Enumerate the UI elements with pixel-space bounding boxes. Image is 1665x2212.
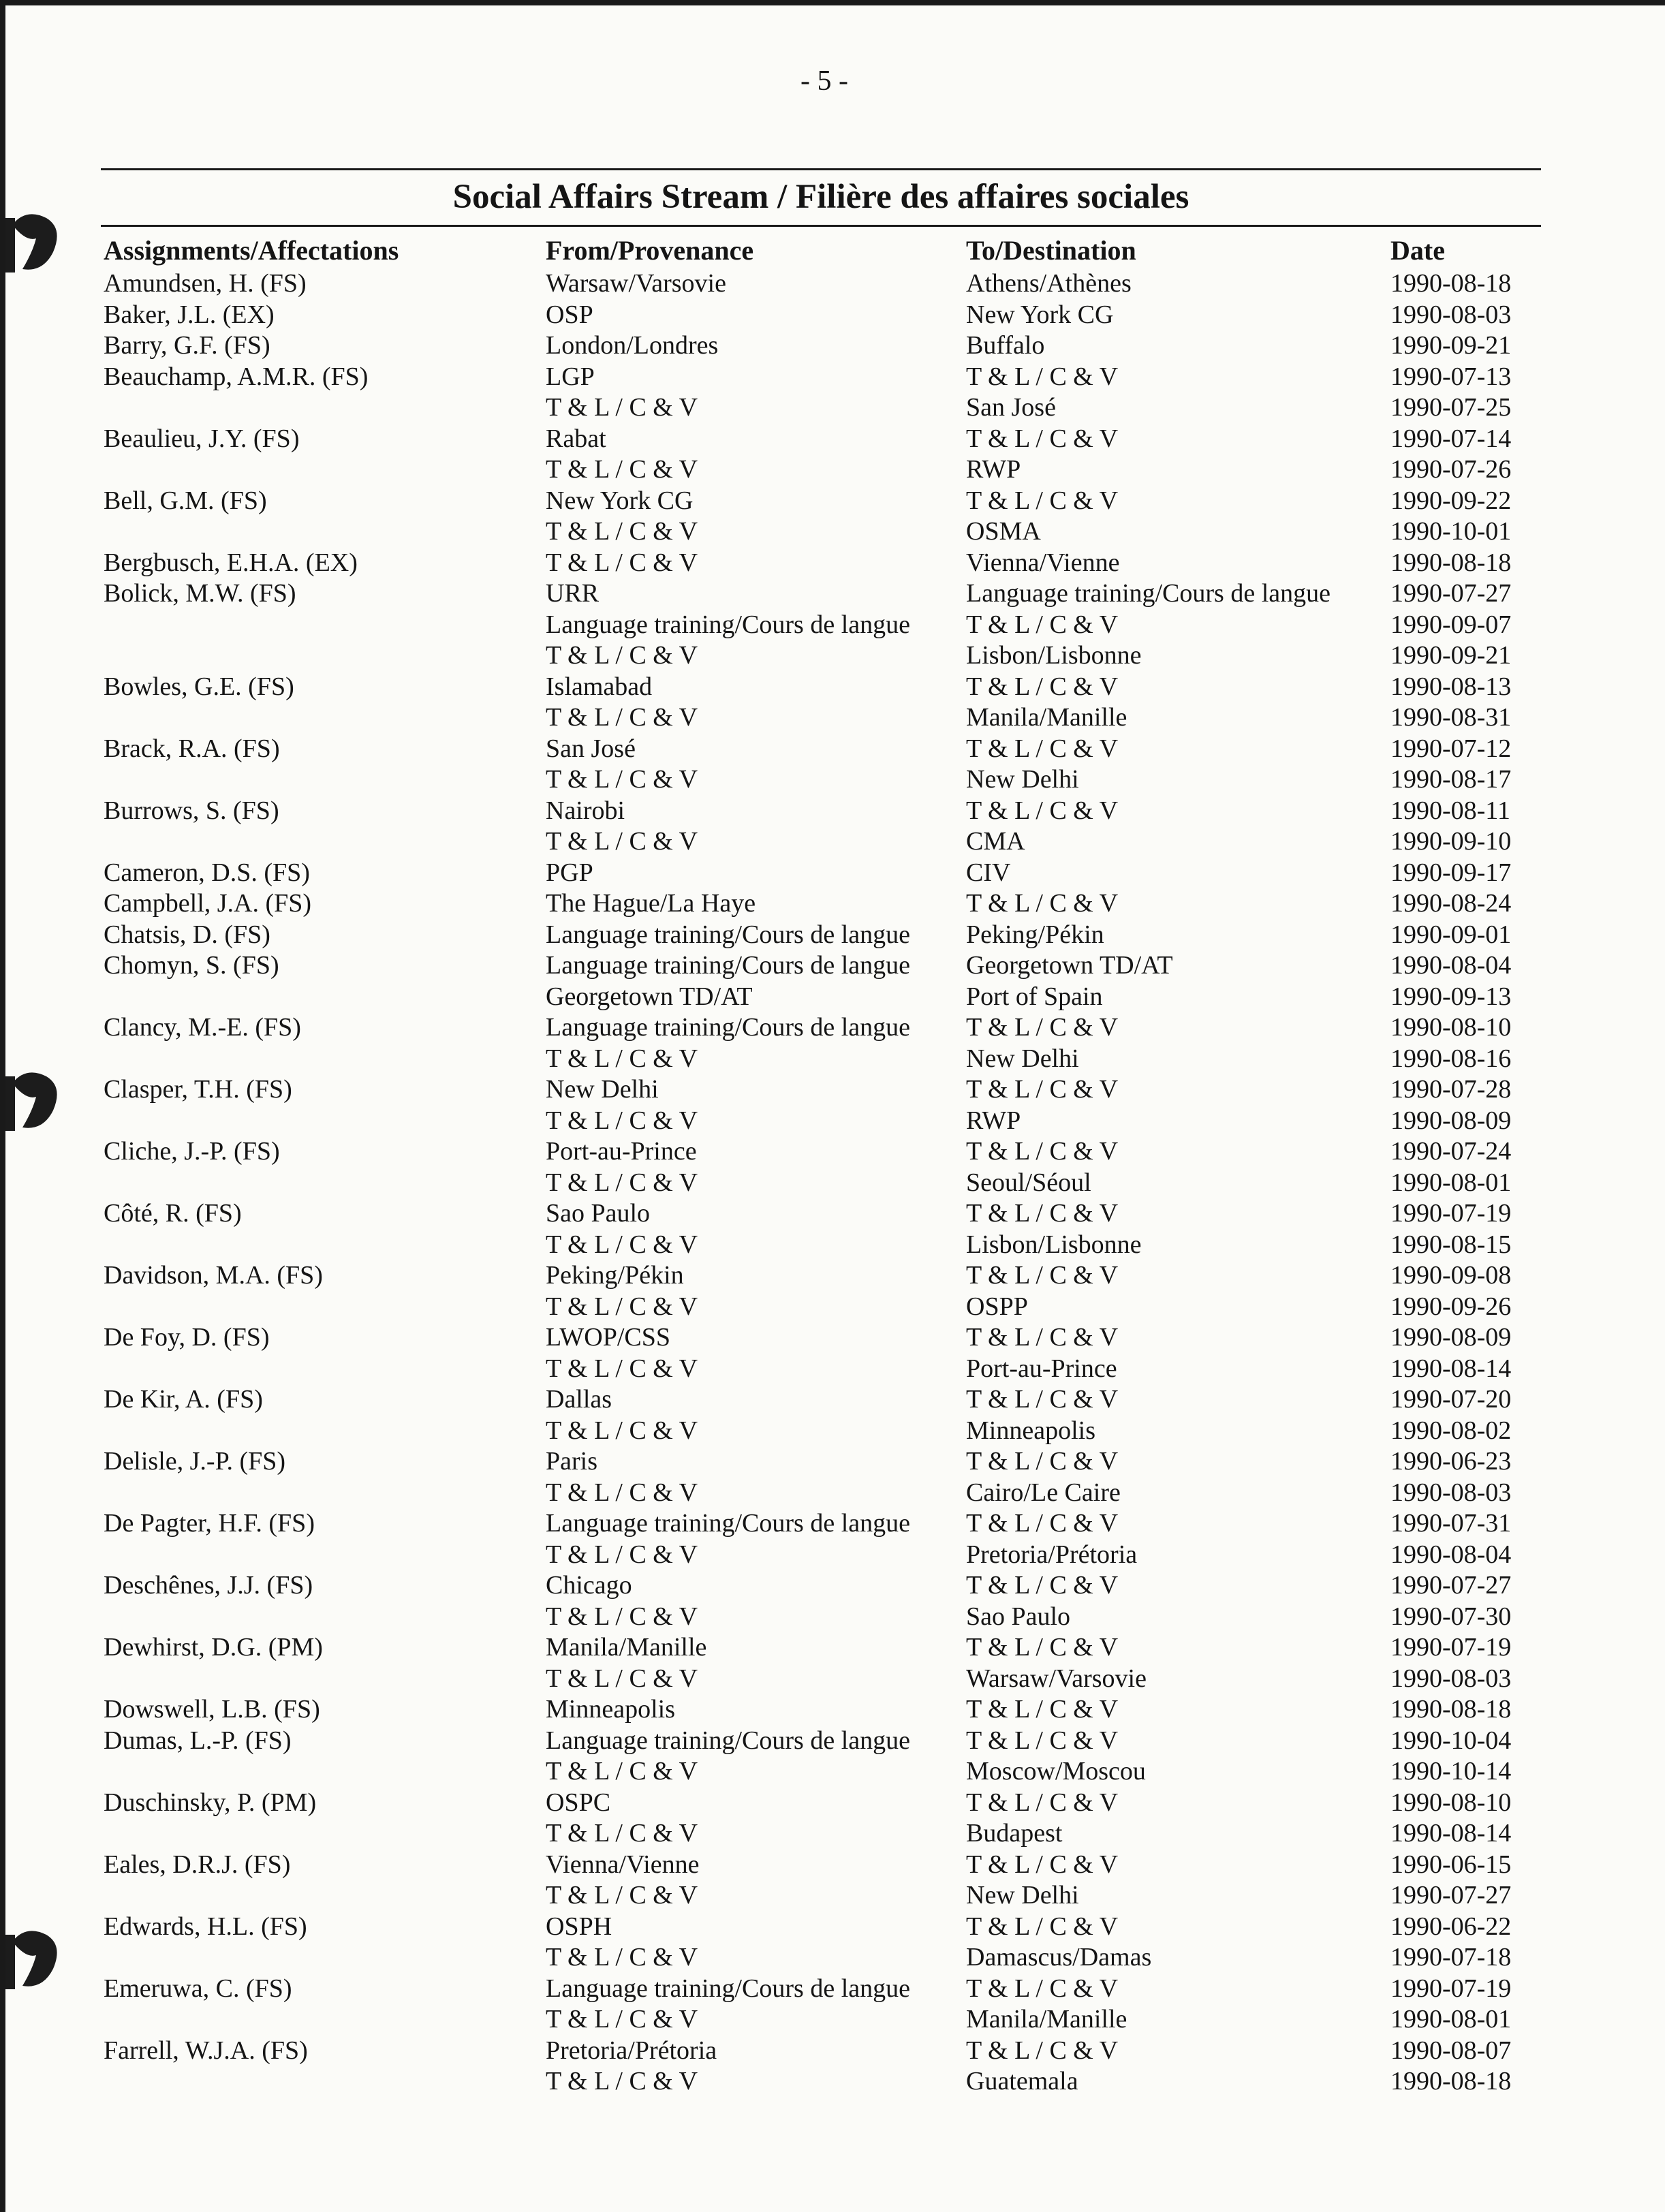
from-location: Language training/Cours de langue xyxy=(546,1974,911,2003)
from-location: T & L / C & V xyxy=(546,1168,698,1197)
assignment-date: 1990-08-10 xyxy=(1390,1013,1512,1042)
table-row xyxy=(0,2066,1665,2098)
from-location: Language training/Cours de langue xyxy=(546,1013,911,1042)
from-location: T & L / C & V xyxy=(546,1230,698,1259)
assignee-name: Emeruwa, C. (FS) xyxy=(104,1974,292,2003)
from-location: T & L / C & V xyxy=(546,1540,698,1569)
assignment-date: 1990-07-27 xyxy=(1390,1571,1512,1600)
to-destination: Manila/Manille xyxy=(966,703,1127,732)
assignment-date: 1990-07-12 xyxy=(1390,734,1512,763)
to-destination: T & L / C & V xyxy=(966,1323,1119,1352)
assignee-name: Edwards, H.L. (FS) xyxy=(104,1912,307,1941)
top-rule xyxy=(101,168,1541,170)
from-location: OSPH xyxy=(546,1912,612,1941)
assignment-date: 1990-09-17 xyxy=(1390,858,1512,887)
assignment-date: 1990-09-07 xyxy=(1390,610,1512,639)
to-destination: T & L / C & V xyxy=(966,1571,1119,1600)
from-location: T & L / C & V xyxy=(546,1354,698,1383)
assignment-date: 1990-08-18 xyxy=(1390,269,1512,298)
table-row xyxy=(0,982,1665,1013)
assignment-date: 1990-08-18 xyxy=(1390,548,1512,577)
table-row xyxy=(0,548,1665,579)
assignment-date: 1990-07-14 xyxy=(1390,424,1512,453)
to-destination: Cairo/Le Caire xyxy=(966,1478,1121,1507)
to-destination: T & L / C & V xyxy=(966,672,1119,701)
to-destination: CIV xyxy=(966,858,1011,887)
table-row xyxy=(0,362,1665,393)
from-location: Vienna/Vienne xyxy=(546,1850,700,1879)
assignment-date: 1990-06-23 xyxy=(1390,1447,1512,1476)
assignment-date: 1990-07-27 xyxy=(1390,579,1512,608)
table-row xyxy=(0,1106,1665,1137)
to-destination: T & L / C & V xyxy=(966,1633,1119,1662)
assignee-name: Duschinsky, P. (PM) xyxy=(104,1788,317,1817)
from-location: Rabat xyxy=(546,424,606,453)
assignee-name: Brack, R.A. (FS) xyxy=(104,734,280,763)
table-row xyxy=(0,1384,1665,1416)
assignment-date: 1990-10-04 xyxy=(1390,1726,1512,1755)
assignment-date: 1990-08-17 xyxy=(1390,765,1512,794)
to-destination: T & L / C & V xyxy=(966,1137,1119,1166)
from-location: T & L / C & V xyxy=(546,548,698,577)
to-destination: Damascus/Damas xyxy=(966,1943,1152,1972)
table-row xyxy=(0,1478,1665,1509)
to-destination: T & L / C & V xyxy=(966,1695,1119,1724)
table-row xyxy=(0,424,1665,455)
table-row xyxy=(0,734,1665,765)
to-destination: New Delhi xyxy=(966,1044,1079,1073)
assignments-table xyxy=(0,268,1665,2098)
to-destination: New York CG xyxy=(966,300,1114,329)
assignee-name: Davidson, M.A. (FS) xyxy=(104,1261,323,1290)
table-row xyxy=(0,702,1665,734)
to-destination: T & L / C & V xyxy=(966,1850,1119,1879)
page-top-edge xyxy=(0,0,1665,5)
from-location: LWOP/CSS xyxy=(546,1323,671,1352)
assignee-name: Clasper, T.H. (FS) xyxy=(104,1075,292,1104)
to-destination: Georgetown TD/AT xyxy=(966,951,1173,980)
assignment-date: 1990-09-21 xyxy=(1390,331,1512,360)
from-location: T & L / C & V xyxy=(546,765,698,794)
assignee-name: De Kir, A. (FS) xyxy=(104,1385,263,1414)
table-row xyxy=(0,1818,1665,1850)
from-location: Sao Paulo xyxy=(546,1199,651,1228)
assignment-date: 1990-08-18 xyxy=(1390,2067,1512,2096)
assignee-name: Bell, G.M. (FS) xyxy=(104,486,267,515)
table-row xyxy=(0,1322,1665,1354)
table-row xyxy=(0,672,1665,703)
assignee-name: Dumas, L.-P. (FS) xyxy=(104,1726,292,1755)
table-row xyxy=(0,1354,1665,1385)
table-row xyxy=(0,950,1665,982)
assignment-date: 1990-08-14 xyxy=(1390,1819,1512,1848)
assignment-date: 1990-09-01 xyxy=(1390,920,1512,949)
from-location: T & L / C & V xyxy=(546,1416,698,1445)
assignment-date: 1990-10-14 xyxy=(1390,1757,1512,1786)
from-location: OSPC xyxy=(546,1788,611,1817)
table-row xyxy=(0,1974,1665,2005)
assignee-name: Bergbusch, E.H.A. (EX) xyxy=(104,548,358,577)
to-destination: T & L / C & V xyxy=(966,424,1119,453)
assignee-name: Campbell, J.A. (FS) xyxy=(104,889,312,918)
table-row xyxy=(0,392,1665,424)
assignment-date: 1990-07-19 xyxy=(1390,1974,1512,2003)
to-destination: T & L / C & V xyxy=(966,1199,1119,1228)
to-destination: RWP xyxy=(966,1106,1021,1135)
to-destination: Lisbon/Lisbonne xyxy=(966,1230,1142,1259)
assignment-date: 1990-07-18 xyxy=(1390,1943,1512,1972)
table-row xyxy=(0,610,1665,641)
assignment-date: 1990-08-03 xyxy=(1390,1478,1512,1507)
assignment-date: 1990-09-13 xyxy=(1390,982,1512,1011)
to-destination: T & L / C & V xyxy=(966,1385,1119,1414)
to-destination: T & L / C & V xyxy=(966,1726,1119,1755)
to-destination: Seoul/Séoul xyxy=(966,1168,1091,1197)
assignment-date: 1990-07-31 xyxy=(1390,1509,1512,1538)
assignment-date: 1990-09-10 xyxy=(1390,827,1512,856)
assignment-date: 1990-08-11 xyxy=(1390,796,1510,825)
assignment-date: 1990-08-10 xyxy=(1390,1788,1512,1817)
assignee-name: Barry, G.F. (FS) xyxy=(104,331,270,360)
column-header-assignments: Assignments/Affectations xyxy=(104,235,399,266)
assignment-date: 1990-08-01 xyxy=(1390,1168,1512,1197)
to-destination: T & L / C & V xyxy=(966,1788,1119,1817)
to-destination: RWP xyxy=(966,455,1021,484)
to-destination: OSPP xyxy=(966,1292,1028,1321)
from-location: T & L / C & V xyxy=(546,1292,698,1321)
from-location: T & L / C & V xyxy=(546,1106,698,1135)
to-destination: Moscow/Moscou xyxy=(966,1757,1146,1786)
assignment-date: 1990-06-15 xyxy=(1390,1850,1512,1879)
table-row xyxy=(0,1632,1665,1664)
to-destination: Port of Spain xyxy=(966,982,1103,1011)
to-destination: T & L / C & V xyxy=(966,486,1119,515)
assignee-name: Burrows, S. (FS) xyxy=(104,796,279,825)
table-row xyxy=(0,858,1665,889)
table-row xyxy=(0,1912,1665,1943)
table-row xyxy=(0,330,1665,362)
table-row xyxy=(0,1136,1665,1168)
from-location: T & L / C & V xyxy=(546,1664,698,1693)
table-row xyxy=(0,826,1665,858)
assignment-date: 1990-08-18 xyxy=(1390,1695,1512,1724)
from-location: T & L / C & V xyxy=(546,703,698,732)
table-row xyxy=(0,1756,1665,1788)
from-location: T & L / C & V xyxy=(546,2067,698,2096)
table-row xyxy=(0,1850,1665,1881)
from-location: Manila/Manille xyxy=(546,1633,707,1662)
assignee-name: Deschênes, J.J. (FS) xyxy=(104,1571,313,1600)
assignee-name: Farrell, W.J.A. (FS) xyxy=(104,2036,308,2065)
assignee-name: Eales, D.R.J. (FS) xyxy=(104,1850,291,1879)
table-row xyxy=(0,2004,1665,2036)
to-destination: Sao Paulo xyxy=(966,1602,1071,1631)
assignment-date: 1990-07-24 xyxy=(1390,1137,1512,1166)
to-destination: T & L / C & V xyxy=(966,2036,1119,2065)
to-destination: T & L / C & V xyxy=(966,796,1119,825)
table-row xyxy=(0,1540,1665,1571)
table-row xyxy=(0,1012,1665,1044)
assignee-name: Beauchamp, A.M.R. (FS) xyxy=(104,362,369,391)
to-destination: San José xyxy=(966,393,1056,422)
from-location: LGP xyxy=(546,362,595,391)
from-location: T & L / C & V xyxy=(546,1602,698,1631)
assignment-date: 1990-08-14 xyxy=(1390,1354,1512,1383)
from-location: T & L / C & V xyxy=(546,455,698,484)
from-location: T & L / C & V xyxy=(546,1757,698,1786)
from-location: T & L / C & V xyxy=(546,1819,698,1848)
from-location: Georgetown TD/AT xyxy=(546,982,753,1011)
table-row xyxy=(0,454,1665,486)
table-row xyxy=(0,1260,1665,1292)
assignee-name: De Foy, D. (FS) xyxy=(104,1323,270,1352)
assignment-date: 1990-07-27 xyxy=(1390,1881,1512,1910)
table-row xyxy=(0,1508,1665,1540)
assignee-name: Dewhirst, D.G. (PM) xyxy=(104,1633,323,1662)
assignment-date: 1990-08-24 xyxy=(1390,889,1512,918)
to-destination: Peking/Pékin xyxy=(966,920,1104,949)
from-location: New York CG xyxy=(546,486,694,515)
table-row xyxy=(0,486,1665,517)
assignment-date: 1990-08-01 xyxy=(1390,2005,1512,2034)
from-location: T & L / C & V xyxy=(546,517,698,546)
assignment-date: 1990-09-08 xyxy=(1390,1261,1512,1290)
from-location: Port-au-Prince xyxy=(546,1137,697,1166)
from-location: T & L / C & V xyxy=(546,641,698,670)
assignment-date: 1990-07-20 xyxy=(1390,1385,1512,1414)
to-destination: T & L / C & V xyxy=(966,1447,1119,1476)
to-destination: Language training/Cours de langue xyxy=(966,579,1331,608)
table-row xyxy=(0,578,1665,610)
to-destination: T & L / C & V xyxy=(966,1261,1119,1290)
from-location: Language training/Cours de langue xyxy=(546,1726,911,1755)
table-row xyxy=(0,268,1665,300)
assignee-name: Côté, R. (FS) xyxy=(104,1199,242,1228)
to-destination: Athens/Athènes xyxy=(966,269,1132,298)
assignment-date: 1990-07-26 xyxy=(1390,455,1512,484)
to-destination: T & L / C & V xyxy=(966,1509,1119,1538)
assignment-date: 1990-09-21 xyxy=(1390,641,1512,670)
to-destination: T & L / C & V xyxy=(966,362,1119,391)
page-number: - 5 - xyxy=(800,65,848,97)
table-row xyxy=(0,2036,1665,2067)
assignment-date: 1990-08-02 xyxy=(1390,1416,1512,1445)
table-row xyxy=(0,640,1665,672)
from-location: San José xyxy=(546,734,636,763)
assignment-date: 1990-08-09 xyxy=(1390,1323,1512,1352)
table-row xyxy=(0,796,1665,827)
from-location: T & L / C & V xyxy=(546,827,698,856)
assignment-date: 1990-07-19 xyxy=(1390,1199,1512,1228)
from-location: T & L / C & V xyxy=(546,1478,698,1507)
assignee-name: Amundsen, H. (FS) xyxy=(104,269,307,298)
assignee-name: Dowswell, L.B. (FS) xyxy=(104,1695,320,1724)
from-location: Language training/Cours de langue xyxy=(546,610,911,639)
assignment-date: 1990-07-25 xyxy=(1390,393,1512,422)
from-location: Chicago xyxy=(546,1571,632,1600)
from-location: T & L / C & V xyxy=(546,393,698,422)
table-row xyxy=(0,1416,1665,1447)
table-row xyxy=(0,1168,1665,1199)
from-location: T & L / C & V xyxy=(546,1881,698,1910)
stream-title: Social Affairs Stream / Filière des affaires sociales xyxy=(452,178,1189,216)
from-location: Minneapolis xyxy=(546,1695,675,1724)
assignment-date: 1990-08-03 xyxy=(1390,300,1512,329)
table-row xyxy=(0,1044,1665,1075)
table-row xyxy=(0,1942,1665,1974)
from-location: Language training/Cours de langue xyxy=(546,951,911,980)
assignment-date: 1990-08-04 xyxy=(1390,1540,1512,1569)
assignee-name: Beaulieu, J.Y. (FS) xyxy=(104,424,300,453)
to-destination: OSMA xyxy=(966,517,1041,546)
to-destination: T & L / C & V xyxy=(966,889,1119,918)
table-row xyxy=(0,888,1665,920)
table-row xyxy=(0,764,1665,796)
table-row xyxy=(0,516,1665,548)
from-location: Paris xyxy=(546,1447,597,1476)
table-row xyxy=(0,1694,1665,1726)
assignment-date: 1990-09-26 xyxy=(1390,1292,1512,1321)
to-destination: Guatemala xyxy=(966,2067,1078,2096)
from-location: T & L / C & V xyxy=(546,2005,698,2034)
assignee-name: Clancy, M.-E. (FS) xyxy=(104,1013,301,1042)
assignee-name: Chatsis, D. (FS) xyxy=(104,920,270,949)
column-header-date: Date xyxy=(1390,235,1445,266)
to-destination: T & L / C & V xyxy=(966,1912,1119,1941)
to-destination: T & L / C & V xyxy=(966,1974,1119,2003)
from-location: New Delhi xyxy=(546,1075,659,1104)
table-row xyxy=(0,1880,1665,1912)
from-location: Pretoria/Prétoria xyxy=(546,2036,717,2065)
assignment-date: 1990-07-19 xyxy=(1390,1633,1512,1662)
assignee-name: Chomyn, S. (FS) xyxy=(104,951,279,980)
assignment-date: 1990-07-30 xyxy=(1390,1602,1512,1631)
to-destination: Minneapolis xyxy=(966,1416,1095,1445)
assignee-name: Delisle, J.-P. (FS) xyxy=(104,1447,286,1476)
table-row xyxy=(0,920,1665,951)
table-row xyxy=(0,1074,1665,1106)
table-row xyxy=(0,1602,1665,1633)
table-row xyxy=(0,1446,1665,1478)
to-destination: New Delhi xyxy=(966,765,1079,794)
assignment-date: 1990-09-22 xyxy=(1390,486,1512,515)
assignment-date: 1990-08-09 xyxy=(1390,1106,1512,1135)
assignment-date: 1990-06-22 xyxy=(1390,1912,1512,1941)
to-destination: Port-au-Prince xyxy=(966,1354,1117,1383)
to-destination: T & L / C & V xyxy=(966,1013,1119,1042)
to-destination: Buffalo xyxy=(966,331,1045,360)
assignment-date: 1990-08-15 xyxy=(1390,1230,1512,1259)
from-location: London/Londres xyxy=(546,331,719,360)
table-row xyxy=(0,1198,1665,1230)
assignment-date: 1990-08-16 xyxy=(1390,1044,1512,1073)
to-destination: New Delhi xyxy=(966,1881,1079,1910)
to-destination: Pretoria/Prétoria xyxy=(966,1540,1138,1569)
to-destination: Manila/Manille xyxy=(966,2005,1127,2034)
table-row xyxy=(0,1292,1665,1323)
assignment-date: 1990-08-04 xyxy=(1390,951,1512,980)
assignment-date: 1990-08-13 xyxy=(1390,672,1512,701)
assignment-date: 1990-10-01 xyxy=(1390,517,1512,546)
title-rule xyxy=(101,225,1541,227)
assignee-name: Baker, J.L. (EX) xyxy=(104,300,275,329)
table-row xyxy=(0,1230,1665,1261)
table-row xyxy=(0,1664,1665,1695)
column-header-from: From/Provenance xyxy=(546,235,754,266)
from-location: Language training/Cours de langue xyxy=(546,920,911,949)
from-location: URR xyxy=(546,579,600,608)
to-destination: T & L / C & V xyxy=(966,734,1119,763)
table-row xyxy=(0,1726,1665,1757)
from-location: Peking/Pékin xyxy=(546,1261,684,1290)
assignment-date: 1990-08-03 xyxy=(1390,1664,1512,1693)
from-location: Islamabad xyxy=(546,672,653,701)
table-row xyxy=(0,1788,1665,1819)
assignee-name: Cameron, D.S. (FS) xyxy=(104,858,310,887)
from-location: T & L / C & V xyxy=(546,1044,698,1073)
from-location: Language training/Cours de langue xyxy=(546,1509,911,1538)
assignee-name: De Pagter, H.F. (FS) xyxy=(104,1509,315,1538)
assignment-date: 1990-07-28 xyxy=(1390,1075,1512,1104)
from-location: OSP xyxy=(546,300,593,329)
column-header-to: To/Destination xyxy=(966,235,1136,266)
to-destination: Budapest xyxy=(966,1819,1063,1848)
from-location: PGP xyxy=(546,858,593,887)
to-destination: T & L / C & V xyxy=(966,1075,1119,1104)
assignee-name: Bowles, G.E. (FS) xyxy=(104,672,294,701)
assignee-name: Cliche, J.-P. (FS) xyxy=(104,1137,280,1166)
assignment-date: 1990-08-07 xyxy=(1390,2036,1512,2065)
from-location: Warsaw/Varsovie xyxy=(546,269,726,298)
table-row xyxy=(0,300,1665,331)
to-destination: Lisbon/Lisbonne xyxy=(966,641,1142,670)
assignment-date: 1990-08-31 xyxy=(1390,703,1512,732)
to-destination: Vienna/Vienne xyxy=(966,548,1120,577)
from-location: T & L / C & V xyxy=(546,1943,698,1972)
assignment-date: 1990-07-13 xyxy=(1390,362,1512,391)
to-destination: T & L / C & V xyxy=(966,610,1119,639)
from-location: Nairobi xyxy=(546,796,625,825)
from-location: The Hague/La Haye xyxy=(546,889,756,918)
assignee-name: Bolick, M.W. (FS) xyxy=(104,579,296,608)
to-destination: Warsaw/Varsovie xyxy=(966,1664,1147,1693)
to-destination: CMA xyxy=(966,827,1025,856)
from-location: Dallas xyxy=(546,1385,612,1414)
table-row xyxy=(0,1570,1665,1602)
